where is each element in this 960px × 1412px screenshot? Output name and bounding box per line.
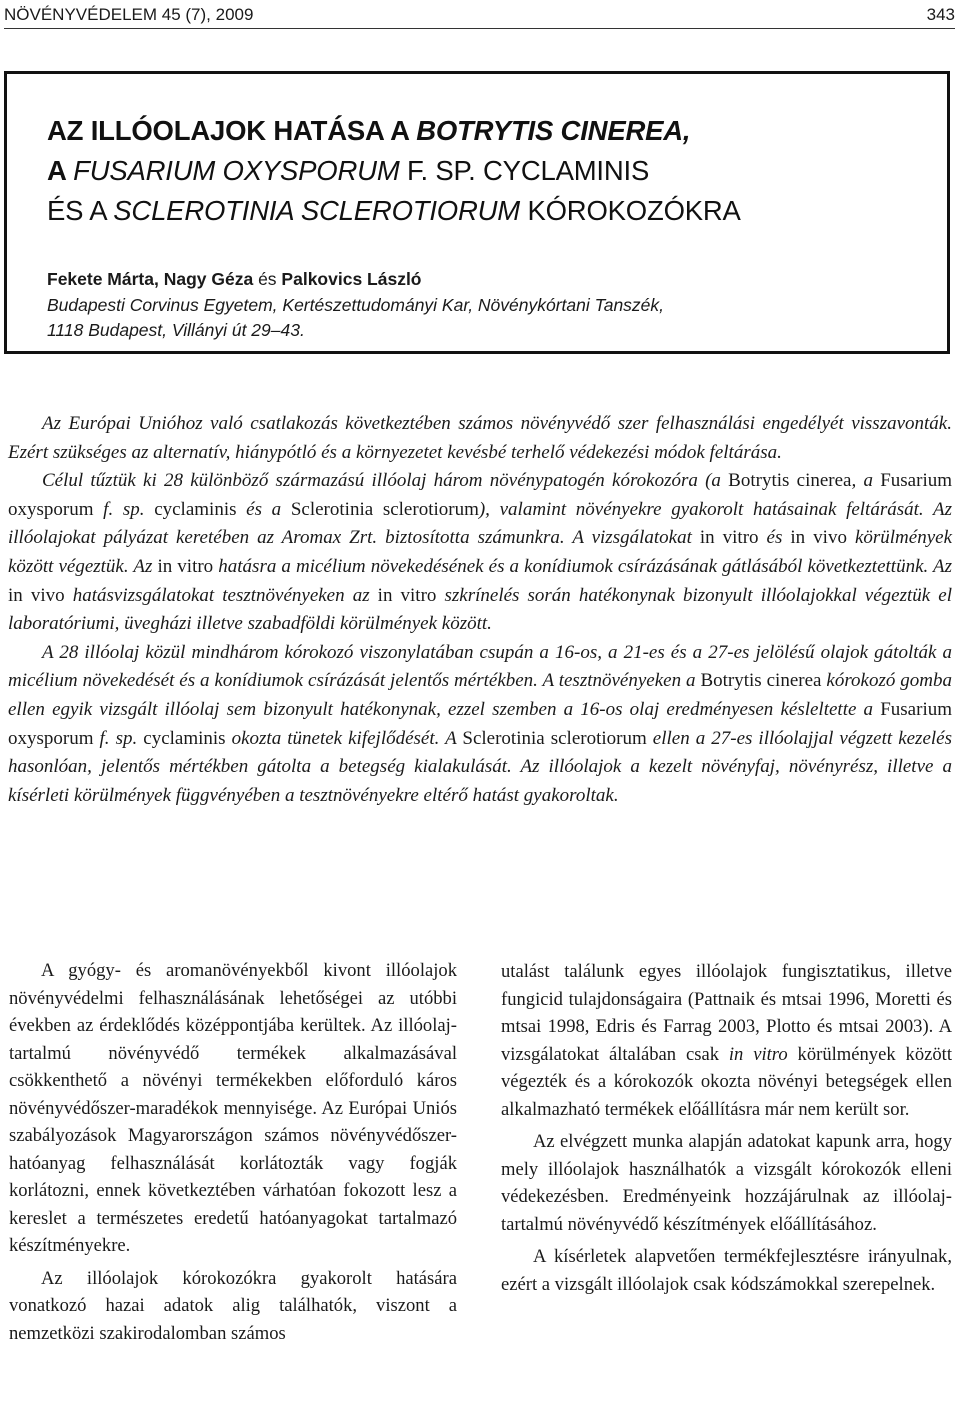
title-line3-b: SCLEROTINIA SCLEROTIORUM (113, 195, 521, 226)
abstract-text-run: és (758, 527, 791, 549)
latin-term: cyclaminis (154, 498, 237, 520)
right-p1-c: körülmények között végezték és a kórokozók okozta növényi betegségek ellen alkalmazható termékek előállításra már nem került sor. (501, 1043, 952, 1120)
article-title (47, 111, 741, 231)
page-number: 343 (926, 5, 955, 24)
abstract-text-run: kórokozó gomba ellen egyik vizsgált illóolaj sem bizonyult hatékonynak, ezzel szemben a 16-os olaj eredményesen késleltette a (8, 670, 952, 720)
title-line2-c: F. SP. CYCLAMINIS (399, 155, 650, 186)
left-paragraph-1: A gyógy- és aromanövényekből kivont illóolajok növényvédelmi felhasználásának lehetőségei az utóbbi években az érdeklődés középpontjába kerültek. Az illóolaj-tartalmú növényvédő termékek alkalmazásával csökkenthető a növényi termékekben előforduló káros növényvédőszer-maradékok mennyisége. Az Európai Uniós szabályozások Magyarországon számos növényvédőszer-hatóanyag felhasználását korlátozták vagy fogják korlátozni, ennek következtében várhatóan fokozott lesz a kereslet a természetes eredetű hatóanyagokat tartalmazó készítményekre. (9, 960, 457, 1256)
right-paragraph-2: Az elvégzett munka alapján adatokat kapunk arra, hogy mely illóolajok használhatók a vizsgált kórokozók elleni védekezésben. Eredményeink hozzájárulnak az illóolaj-tartalmú növényvédő készítmények előállításához. (501, 1131, 952, 1235)
latin-term: in vivo (790, 527, 847, 549)
latin-term: Fusarium oxysporum (8, 698, 952, 749)
author-conjunction: és (253, 269, 282, 289)
latin-term: in vitro (377, 584, 437, 606)
left-column (9, 957, 457, 1347)
abstract-text-run: A 28 illóolaj közül mindhárom kórokozó viszonylatában csupán a 16-os, a 21-es és a 27-es jelölésű olajok gátolták a micélium növekedését és a konídiumok csírázását jelentős mértékben. A tesztnövényeken a (8, 641, 952, 692)
right-paragraph-1 (501, 958, 952, 1123)
abstract-text-run: körülmények között végeztük. Az (8, 527, 953, 577)
latin-term: Sclerotinia sclerotiorum (462, 727, 647, 749)
author-names-1: Fekete Márta, Nagy Géza (47, 269, 254, 289)
abstract-text-run: hatásra a micélium növekedésének és a konídiumok csírázásának gátlásából következtettünk. Az (213, 555, 952, 577)
title-line1-a: AZ ILLÓOLAJOK HATÁSA A (47, 115, 417, 146)
latin-term: in vitro (699, 527, 759, 549)
title-box (4, 71, 950, 354)
abstract-text-run: Célul tűztük ki 28 különböző származású illóolaj három növénypatogén kórokozóra (a (42, 470, 729, 492)
title-line2-a: A (47, 155, 74, 186)
abstract-text-run: okozta tünetek kifejlődését. A (225, 727, 463, 749)
left-paragraph-2: Az illóolajok kórokozókra gyakorolt hatására vonatkozó hazai adatok alig találhatók, viszont a nemzetközi szakirodalomban számos (9, 1267, 457, 1344)
abstract-text-run: ellen a 27-es illóolajjal végzett kezelés hasonlóan, jelentős mértékben gátolta a betegség kialakulását. Az illóolajok a kezelt növényfaj, növényrész, illetve a kísérleti körülmények függvényében a tesztnövényekre eltérő hatást gyakoroltak. (8, 727, 952, 806)
right-p1-a: utalást találunk egyes illóolajok fungisztatikus, illetve fungicid tulajdonságaira (Pattnaik és mtsai 1996, Moretti és mtsai 1998, Edris és Farrag 2003, Plotto és mtsai 2003). A vizsgálatokat általában csak (501, 961, 952, 1065)
abstract-text-run: hatásvizsgálatokat tesztnövényeken az (64, 584, 378, 606)
authors (47, 267, 422, 292)
right-column (501, 958, 952, 1298)
right-paragraph-3: A kísérletek alapvetően termékfejlesztésre irányulnak, ezért a vizsgált illóolajok csak kódszámokkal szerepelnek. (501, 1246, 952, 1295)
right-p1-in-vitro: in vitro (728, 1043, 788, 1065)
affiliation (47, 293, 664, 343)
abstract-text-run: és a (236, 498, 291, 520)
abstract-text-run: , a (851, 470, 881, 492)
latin-term: Botrytis cinerea (728, 470, 852, 492)
abstract-paragraph-1 (8, 410, 952, 467)
affiliation-line-2: 1118 Budapest, Villányi út 29–43. (47, 320, 305, 340)
abstract-p1-text: Az Európai Unióhoz való csatlakozás következtében számos növényvédő szer felhasználási engedélyét visszavonták. Ezért szükséges az alternatív, hiánypótló és a környezetet kevésbé terhelő védekezési módok feltárása. (8, 413, 952, 463)
journal-citation: NÖVÉNYVÉDELEM 45 (7), 2009 (4, 5, 254, 24)
running-header (4, 2, 955, 29)
title-line1-b: BOTRYTIS CINEREA, (416, 115, 691, 146)
abstract-text-run: ), valamint növényekre gyakorolt hatásainak feltárását. Az illóolajokat pályázat keretében az Aromax Zrt. biztosította számunkra. A vizsgálatokat (8, 498, 952, 549)
abstract-text-run: f. sp. (93, 498, 155, 520)
author-names-2: Palkovics László (281, 269, 422, 289)
abstract-paragraph-3 (8, 639, 952, 811)
abstract-text-run: szkrínelés során hatékonynak bizonyult illóolajokkal végeztük el laboratóriumi, üvegházi illetve szabadföldi körülmények között. (8, 584, 953, 635)
affiliation-line-1: Budapesti Corvinus Egyetem, Kertészettudományi Kar, Növénykórtani Tanszék, (47, 295, 665, 315)
title-line2-b: FUSARIUM OXYSPORUM (73, 155, 400, 186)
title-line3-a: ÉS A (47, 195, 114, 226)
abstract (8, 410, 952, 810)
latin-term: in vitro (157, 555, 214, 577)
body-columns (0, 957, 960, 1412)
latin-term: Botrytis cinerea (700, 670, 822, 692)
latin-term: Fusarium oxysporum (8, 470, 952, 520)
abstract-text-run: f. sp. (93, 727, 144, 749)
latin-term: cyclaminis (143, 727, 226, 749)
latin-term: Sclerotinia sclerotiorum (290, 498, 479, 520)
latin-term: in vivo (8, 584, 65, 606)
title-line3-c: KÓROKOZÓKRA (520, 195, 741, 226)
abstract-paragraph-2 (8, 467, 952, 639)
